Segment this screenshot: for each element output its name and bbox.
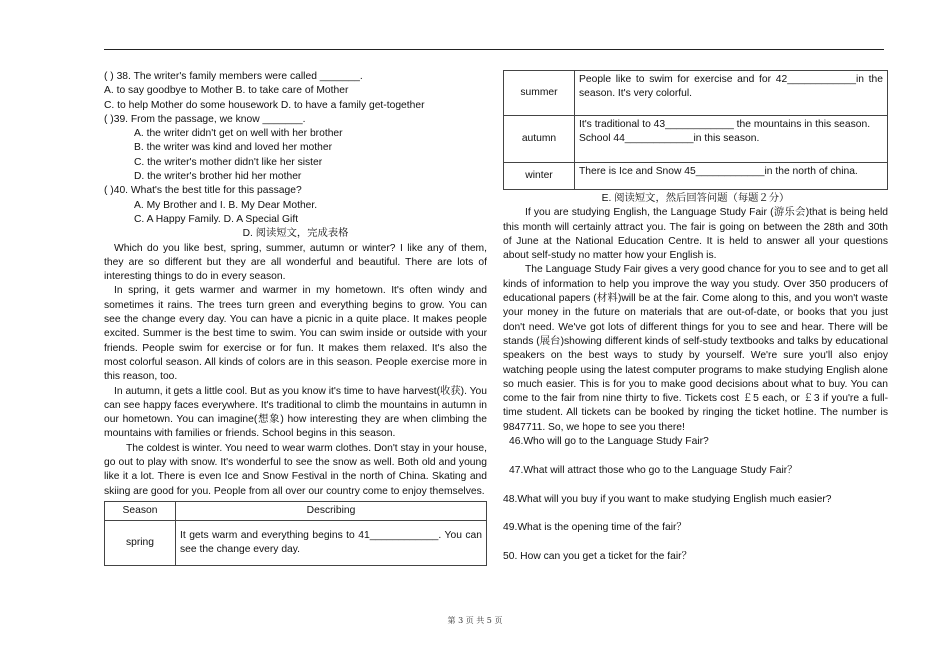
question-38-options-ab: A. to say goodbye to Mother B. to take care of Mother: [104, 85, 349, 97]
question-39-option-d: D. the writer's brother hid her mother: [134, 171, 302, 183]
season-cell: spring: [105, 521, 176, 566]
question-38: ( ) 38. The writer's family members were called _______.: [104, 71, 363, 82]
question-47: 47.What will attract those who go to the Language Study Fair？: [509, 464, 798, 476]
right-column: [503, 70, 888, 565]
table-row: [504, 71, 888, 116]
question-49: 49.What is the opening time of the fair？: [503, 522, 687, 534]
season-cell: autumn: [504, 116, 575, 163]
header-describing: Describing: [176, 501, 487, 520]
question-40: ( )40. What's the best title for this passage?: [104, 185, 302, 197]
season-table-right: [503, 70, 888, 190]
header-season: Season: [105, 501, 176, 520]
passage-e-paragraph-1: If you are studying English, the Language Study Fair (游乐会)that is being held this month will certainly attract you. The fair is going on between the 28th and 30th of June at the National Education Centre. It is held to answer all your questions about self-study no matter how your English is.: [503, 207, 888, 262]
top-rule: [104, 49, 884, 50]
table-row: [504, 116, 888, 163]
question-40-options-ab: A. My Brother and I. B. My Dear Mother.: [134, 199, 318, 211]
question-38-options-cd: C. to help Mother do some housework D. to have a family get-together: [104, 99, 425, 111]
season-table-left: [104, 501, 487, 566]
question-39-option-c: C. the writer's mother didn't like her sister: [134, 156, 323, 168]
question-39-option-a: A. the writer didn't get on well with her brother: [134, 128, 343, 140]
table-row: [105, 521, 487, 566]
question-48: 48.What will you buy if you want to make studying English much easier?: [503, 493, 832, 505]
passage-e-paragraph-2: The Language Study Fair gives a very good chance for you to see and to get all kinds of information to help you improve the way you study. Over 350 producers of educational papers (材料)will be at the fair. Come along to this, and you won't waste your money in the future on materials that are out-of-date, or books that you just don't need. We've got lots of different things for you to see and hear. There will be stands (展台)showing different kinds of self-study textbooks and talks by educational speakers on the best ways to study by yourself. We're sure you'll also enjoy watching people using the latest computer programs to make studying English alone so much easier. This is for you to make good decisions about what to buy. You can come to the fair from nine thirty to five. Tickets cost ￡5 each, or ￡3 if you're a full-time student. All tickets can be booked by ringing the ticket hotline. The number is 9847711. So, we hope to see you there!: [503, 264, 888, 433]
section-d-heading: D. 阅读短文，完成表格: [242, 228, 349, 240]
describing-cell: It gets warm and everything begins to 41____________. You can see the change every day.: [176, 521, 487, 566]
season-cell: summer: [504, 71, 575, 116]
passage-d-paragraph-2: In spring, it gets warmer and warmer in my hometown. It's often windy and sometimes it rains. The trees turn green and everything begins to grow. You can see the change every day. You can have a picnic in a quite place. It makes people excited. Summer is the best time to swim. You can swim inside or outside with your friends. People swim for exercise or for fun. It makes them relaxed. It's also the most colorful season. All kinds of colors are in this season. People exercise more in this reason, too.: [104, 285, 487, 383]
question-39: ( )39. From the passage, we know _______.: [104, 113, 306, 125]
passage-d-paragraph-3: In autumn, it gets a little cool. But as you know it's time to have harvest(收获). You can see happy faces everywhere. It's traditional to climb the mountains in autumn in our hometown. You can imagine(想象) how interesting they are when climbing the mountains with families or friends. School begins in this season.: [104, 385, 487, 440]
describing-line: School 44____________in this season.: [579, 133, 760, 145]
left-column: [104, 70, 487, 566]
question-40-options-cd: C. A Happy Family. D. A Special Gift: [134, 213, 299, 225]
question-46: 46.Who will go to the Language Study Fair?: [509, 436, 709, 448]
page-footer: 第 3 页 共 5 页: [447, 616, 503, 625]
describing-cell: There is Ice and Snow 45____________in the north of china.: [575, 163, 888, 190]
season-cell: winter: [504, 163, 575, 190]
describing-cell: [575, 116, 888, 163]
section-e-heading: E. 阅读短文，然后回答问题（每题２分）: [601, 193, 790, 204]
question-39-option-b: B. the writer was kind and loved her mother: [134, 142, 333, 154]
table-header-row: [105, 501, 487, 520]
describing-line: It's traditional to 43____________ the mountains in this season.: [579, 119, 871, 130]
table-row: [504, 163, 888, 190]
describing-cell: People like to swim for exercise and for 42____________in the season. It's very colorful.: [575, 71, 888, 116]
passage-d-paragraph-4: The coldest is winter. You need to wear warm clothes. Don't stay in your house, go out to play with snow. It's wonderful to see the snow as well. Both old and young like it a lot. There is even Ice and Snow Festival in the north of China. Skating and skiing are good for you. People from all over our country come to enjoy themselves.: [104, 442, 487, 497]
question-50: 50. How can you get a ticket for the fair？: [503, 551, 692, 563]
passage-d-paragraph-1: Which do you like best, spring, summer, autumn or winter? I like any of them, they are so different but they are all wonderful and beautiful. There are lots of interesting things to do in every season.: [104, 242, 487, 283]
